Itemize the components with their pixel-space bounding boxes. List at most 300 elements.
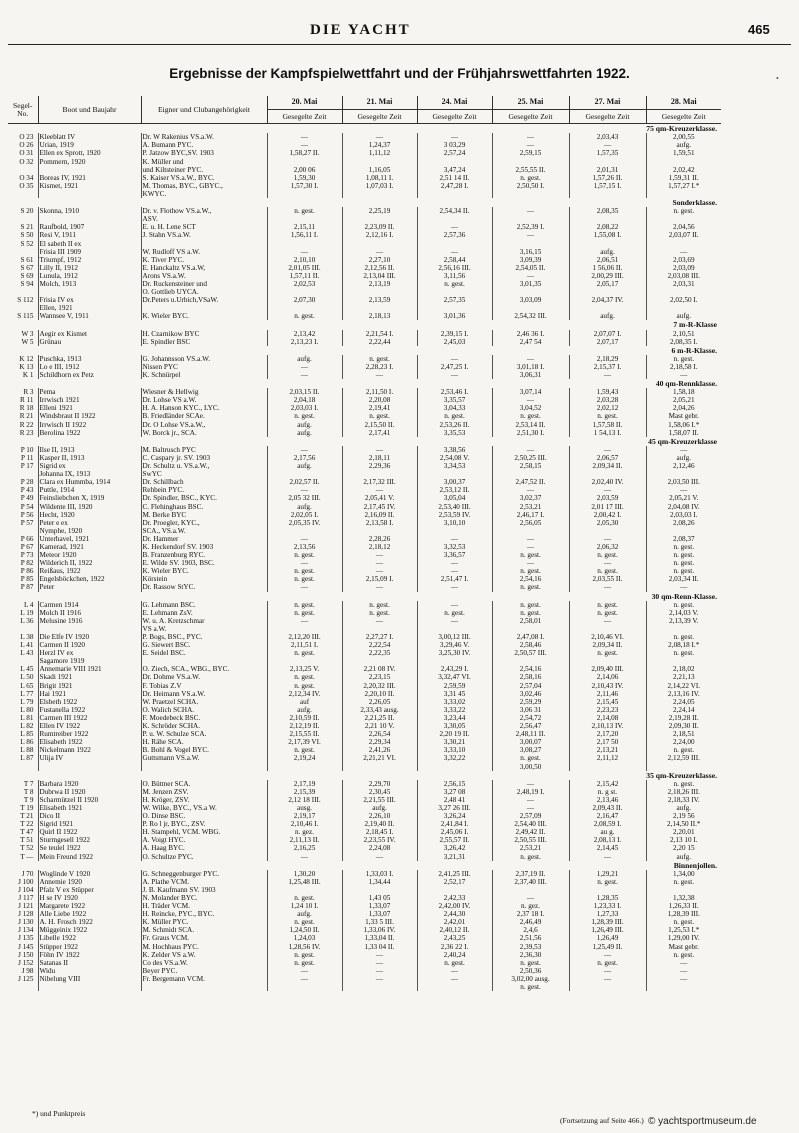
boat-name: El sabeth II ex [38,240,141,248]
sailed-time: 2,24,00 [646,738,721,746]
sailed-time: — [569,486,646,494]
boat-name: Nymphe, 1920 [38,527,141,535]
sailed-time: 1,57,30 I. [267,182,342,190]
class-heading: Sonderklasse. [672,198,717,208]
sail-number: P 87 [20,583,34,592]
sailed-time: — [417,535,492,543]
sailed-time: 3,16,15 [492,248,569,256]
sailed-time [646,158,721,166]
sailed-time: 2,56,47 [492,722,569,730]
boat-name: Triumpf, 1912 [38,256,141,264]
sailed-time: 2,17 50 [569,738,646,746]
sailed-time: 2,51,30 I. [492,429,569,437]
owner-club: Dr. W Rakenius VS.a.W. [141,133,267,141]
sailed-time: 2,15,55 II. [267,730,342,738]
sailed-time: 2,11,12 [569,754,646,762]
owner-club: B. Friedländer SCAe. [141,412,267,420]
sailed-time: 2,20,10 II. [342,690,417,698]
sail-number: J 100 [18,877,34,886]
sail-number: O 31 [19,149,34,158]
sailed-time: 2,19,17 [267,812,342,820]
sailed-time: 2,03,28 [569,396,646,404]
sailed-time [417,657,492,665]
sailed-time: 1,25,48 III. [267,878,342,886]
sail-number: T 7 [23,779,34,788]
sail-number: P 67 [20,542,34,551]
sailed-time: 3,36,57 [417,551,492,559]
sailed-time: — [342,617,417,625]
sailed-time: 2,11,50 I. [342,388,417,396]
boat-name: Puttle, 1914 [38,486,141,494]
sailed-time: n. gest. [646,207,721,215]
boat-name: Grünau [38,338,141,346]
sailed-time: n. gest. [569,649,646,657]
sailed-time [267,983,342,991]
boat-name: Stüpper 1922 [38,943,141,951]
sailed-time: 3,04,33 [417,404,492,412]
sailed-time: 2,08,13 I. [569,836,646,844]
owner-club: W. Praetzel SCHA. [141,698,267,706]
sail-number: J 125 [18,974,34,983]
sailed-time: 3,01,36 [417,312,492,320]
sail-number: P 73 [20,551,34,560]
sail-number: T 52 [20,844,34,853]
owner-club: Dr. Schultz u. VS.a.W., [141,462,267,470]
sailed-time: 2,42,33 [417,894,492,902]
sailed-time: 2,41,25 III. [417,870,492,878]
col-boot: Boot und Baujahr [38,96,141,124]
sailed-time: 1,34,00 [646,870,721,878]
sailed-time: 2,16,47 [569,812,646,820]
owner-club: G. Lehmann BSC. [141,601,267,609]
sailed-time: 2,37,40 III. [492,878,569,886]
sailed-time: n. gest. [267,551,342,559]
sailed-time: — [569,975,646,983]
sailed-time: — [569,617,646,625]
sailed-time: 2,29,70 [342,780,417,788]
table-row [8,174,721,182]
sailed-time: 2,21,54 I. [342,330,417,338]
sailed-time: 1,16,05 [342,166,417,174]
sailed-time: — [492,355,569,363]
sail-number: L 79 [20,697,34,706]
sail-number: R 21 [19,412,34,421]
sail-number: S 52 [20,239,34,248]
sailed-time: 2,06,51 [569,256,646,264]
sailed-time [646,470,721,478]
class-heading: 6 m-R-Klasse. [671,345,717,355]
boat-name: Skonna, 1910 [38,207,141,215]
table-row [8,746,721,754]
owner-club: H. Reincke, PYC., BYC. [141,910,267,918]
sailed-time: aufg. [267,706,342,714]
sailed-time: 2,10,43 IV. [569,682,646,690]
sailed-time: — [417,355,492,363]
sailed-time: aufg. [267,462,342,470]
sailed-time [267,304,342,312]
table-row [8,738,721,746]
table-body [8,124,721,991]
sailed-time: 1,33 5 III. [342,918,417,926]
sailed-time: 2,09,34 II. [569,462,646,470]
col-segel: Segel-No. [8,96,38,124]
boat-name: Elleni 1921 [38,404,141,412]
sailed-time: 2,53,21 [492,844,569,852]
sailed-time: n. gest. [267,894,342,902]
owner-club [141,983,267,991]
sailed-time [492,158,569,166]
owner-club: Dr.Peters u.Urbich,VSaW. [141,296,267,304]
owner-club: K. Wieler BYC. [141,567,267,575]
sailed-time [342,527,417,535]
sailed-time: 2,04,26 [646,404,721,412]
sailed-time: 3,06 31 [492,706,569,714]
sailed-time: 3,11,56 [417,272,492,280]
table-row [8,503,721,511]
sailed-time: — [267,583,342,591]
sailed-time [569,886,646,894]
sail-number: L 41 [20,641,34,650]
boat-name: Widu [38,967,141,975]
sailed-time: — [267,133,342,141]
table-row [8,788,721,796]
sail-number: L 4 [23,600,34,609]
owner-club: E. u. H. Lene SCT [141,223,267,231]
sail-number: J 152 [18,958,34,967]
boat-name: Barbara 1920 [38,780,141,788]
sail-number: T — [20,852,34,861]
owner-club: O. Büttner SCA. [141,780,267,788]
sailed-time: 2,24,05 [646,698,721,706]
table-row [8,296,721,304]
sailed-time: au g. [569,828,646,836]
sailed-time: n. gest. [492,754,569,762]
table-row [8,959,721,967]
sailed-time: n. gest. [492,853,569,861]
sailed-time: 2,04,08 IV. [646,503,721,511]
sailed-time: 2,56,15 [417,780,492,788]
sail-number: R 3 [23,388,34,397]
sailed-time: n. gest. [492,583,569,591]
sail-number [8,625,38,633]
sail-number: J 135 [18,934,34,943]
sailed-time [342,625,417,633]
sailed-time: 2,23,23 [569,706,646,714]
sailed-time: 2,48,19 I. [492,788,569,796]
sailed-time: 2,17,39 VI. [267,738,342,746]
sailed-time: 2,19,41 [342,404,417,412]
table-row [8,429,721,437]
class-heading-row [8,592,721,601]
sailed-time [417,288,492,296]
owner-club [141,657,267,665]
sail-number [8,215,38,223]
boat-name: Woglinde V 1920 [38,870,141,878]
sail-number: K 12 [19,354,34,363]
table-row [8,910,721,918]
sail-number: L 80 [20,705,34,714]
owner-club: F. Tobias Z.V [141,682,267,690]
table-row [8,575,721,583]
sailed-time [492,657,569,665]
sailed-time: — [342,446,417,454]
table-row [8,527,721,535]
sailed-time: 2,02,05 I. [267,511,342,519]
sailed-time: 2,17,20 [569,730,646,738]
sailed-time: 2,09,40 III. [569,665,646,673]
page-header [0,22,799,44]
sailed-time [569,527,646,535]
sailed-time: 2,58,16 [492,673,569,681]
table-row [8,182,721,190]
sailed-time: 2,51,56 [492,934,569,942]
owner-club: J. Stahn VS.a.W. [141,231,267,239]
sailed-time: — [492,796,569,804]
sailed-time: Mast gebr. [646,943,721,951]
boat-name: Satanas II [38,959,141,967]
sailed-time: 2,16,09 II. [342,511,417,519]
sailed-time: 2,22,54 [342,641,417,649]
boat-name [38,625,141,633]
sail-number [8,248,38,256]
table-row [8,280,721,288]
sail-number: L 45 [20,665,34,674]
table-row [8,730,721,738]
sailed-time: n. gest. [569,601,646,609]
sail-number: L 82 [20,722,34,731]
boat-name: Annemarie VIII 1921 [38,665,141,673]
sailed-time: n. gest. [569,412,646,420]
boat-name: Raufbold, 1907 [38,223,141,231]
sailed-time [492,625,569,633]
sailed-time: 2,03,15 II. [267,388,342,396]
table-row [8,446,721,454]
boat-name: Schildhorn ex Petz [38,371,141,379]
boat-name: Sturmgesell 1922 [38,836,141,844]
owner-club: W. Rudloff VS a.W. [141,248,267,256]
sailed-time: — [492,486,569,494]
sailed-time: 3,04,52 [492,404,569,412]
sailed-time: 2,17,19 [267,780,342,788]
sailed-time: aufg. [267,429,342,437]
sailed-time [646,304,721,312]
sailed-time: 2,50,55 III. [492,836,569,844]
boat-name: Mein Freund 1922 [38,853,141,861]
sailed-time: 2,47,08 I. [492,633,569,641]
sailed-time: 1,25,49 II. [569,943,646,951]
sailed-time: — [267,975,342,983]
sailed-time [569,215,646,223]
owner-club: Arons VS.a.W. [141,272,267,280]
sailed-time: 2,57,36 [417,231,492,239]
sailed-time: — [342,133,417,141]
sailed-time: 2,13,39 V. [646,617,721,625]
sailed-time: 2,36 22 I. [417,943,492,951]
sail-number: W 3 [21,329,34,338]
sail-number: R 22 [19,420,34,429]
sail-number: J 128 [18,910,34,919]
sailed-time: 3,23,44 [417,714,492,722]
owner-club: H. Träder VCM. [141,902,267,910]
sail-number: L 65 [20,681,34,690]
sailed-time: 2,03,55 II. [569,575,646,583]
sailed-time: 2,15,42 [569,780,646,788]
table-row [8,396,721,404]
sailed-time: 2,23,09 II. [342,223,417,231]
sailed-time: 1,07,03 I. [342,182,417,190]
table-row [8,207,721,215]
sailed-time [267,240,342,248]
sailed-time: 1,24,03 [267,934,342,942]
sailed-time: n. gest. [646,649,721,657]
sailed-time: — [569,141,646,149]
sailed-time: 1,34,44 [342,878,417,886]
sailed-time: 2,58,01 [492,617,569,625]
sailed-time: 2,18,29 [569,355,646,363]
sailed-time: — [342,567,417,575]
boat-name: Carmen III 1922 [38,714,141,722]
sailed-time: 1,28,35 [569,894,646,902]
sailed-time: 2,02,53 [267,280,342,288]
sailed-time: 2,00,29 III. [569,272,646,280]
sailed-time: 2,58,15 [492,462,569,470]
sailed-time [569,983,646,991]
sailed-time: n. gest. [492,412,569,420]
sailed-time: 2,55,55 II. [492,166,569,174]
owner-club: M. Berke BYC [141,511,267,519]
sail-number: K 1 [22,371,34,379]
sailed-time [492,527,569,535]
class-heading: 45 qm-Kreuzerklasse [648,436,717,446]
sail-number: S 67 [20,263,34,272]
owner-club: P. Bogs, BSC., PYC. [141,633,267,641]
table-row [8,223,721,231]
boat-name: Fustanella 1922 [38,706,141,714]
owner-club: Fr. Bergemann VCM. [141,975,267,983]
sailed-time: 2,11,51 I. [267,641,342,649]
owner-club: H. Czarnikow BYC [141,330,267,338]
sail-number: O 34 [19,173,34,182]
table-row [8,601,721,609]
owner-club: M. Baltrusch PYC [141,446,267,454]
boat-name: Hecht, 1920 [38,511,141,519]
sailed-time: 2,03,09 [646,264,721,272]
sailed-time: 2,12,16 I. [342,231,417,239]
sailed-time: aufg. [646,312,721,320]
sailed-time: — [417,133,492,141]
sailed-time: aufg. [569,248,646,256]
sailed-time [342,190,417,198]
sailed-time: — [569,446,646,454]
copyright-watermark: © yachtsportmuseum.de [648,1116,757,1127]
boat-name: Puschka, 1913 [38,355,141,363]
sail-number: L 38 [20,633,34,641]
boat-name: Nibelung VIII [38,975,141,983]
owner-club: Dr. v. Flothow VS.a.W., [141,207,267,215]
owner-club: Dr. O Lohse VS.a.W., [141,421,267,429]
table-row [8,804,721,812]
owner-club: H. Stampehl, VCM. WBG. [141,828,267,836]
table-row [8,312,721,320]
sailed-time: 3,33,10 [417,746,492,754]
sailed-time [646,625,721,633]
sailed-time: — [267,535,342,543]
owner-club: E. Seidel BSC. [141,649,267,657]
sailed-time: 2,17,56 [267,454,342,462]
sailed-time: 1,33 04 II. [342,943,417,951]
sailed-time [646,527,721,535]
sail-number: O 35 [19,181,34,190]
sail-number: T 8 [23,787,34,796]
boat-name: Ilse II, 1913 [38,446,141,454]
sailed-time: 3,30,21 [417,738,492,746]
sailed-time: 2,10,10 [267,256,342,264]
owner-club: C. Caspary jr. SV. 1903 [141,454,267,462]
sailed-time: 2,20,01 [646,828,721,836]
sailed-time: — [569,967,646,975]
owner-club: Dr. Ruckensteiner und [141,280,267,288]
sailed-time: 2,30,45 [342,788,417,796]
sailed-time: — [342,959,417,967]
boat-name: Aegir ex Kismet [38,330,141,338]
sailed-time: n. gest. [569,609,646,617]
sailed-time: 2,26,05 [342,698,417,706]
class-heading: 40 qm-Rennklasse. [655,379,717,389]
sailed-time: 2,36,30 [492,951,569,959]
sailed-time: 2,12,59 III. [646,754,721,762]
table-row [8,412,721,420]
sailed-time: — [267,967,342,975]
sailed-time: 3,21,31 [417,853,492,861]
sailed-time: n. gest. [417,280,492,288]
sailed-time: 3,01,18 I. [492,363,569,371]
sailed-time: 2,59,29 [492,698,569,706]
sailed-time: 1,58,06 I.* [646,421,721,429]
sail-number: P 11 [21,453,34,462]
sailed-time: aufg. [342,804,417,812]
col-day-1: 20. Mai Gesegelte Zeit [267,96,342,124]
table-row [8,796,721,804]
boat-name: Wilderich II, 1922 [38,559,141,567]
boat-name: Lilly II, 1912 [38,264,141,272]
sail-number [8,657,38,665]
boat-name: Windsbraut II 1922 [38,412,141,420]
boat-name [38,983,141,991]
boat-name: Irrwisch 1921 [38,396,141,404]
sailed-time: n. gez. [492,902,569,910]
sail-number: J 70 [21,869,34,878]
sailed-time: n. gest. [342,355,417,363]
sailed-time: 2,05,21 [646,396,721,404]
table-row [8,166,721,174]
table-row [8,844,721,852]
sailed-time: 1,59,43 [569,388,646,396]
sail-number [8,190,38,198]
sailed-time: 2,03,34 II. [646,575,721,583]
boat-name: Ellen ex Sprott, 1920 [38,149,141,157]
sailed-time: 3,34,53 [417,462,492,470]
sailed-time: 2,56,05 [492,519,569,527]
sailed-time: n. gest. [569,959,646,967]
sail-number [8,983,38,991]
sailed-time [569,288,646,296]
sailed-time: — [646,583,721,591]
sailed-time: 2,50,57 III. [492,649,569,657]
boat-name: Melusine 1916 [38,617,141,625]
sailed-time: 2,27,10 [342,256,417,264]
sailed-time: n. gest. [492,601,569,609]
boat-name [38,288,141,296]
